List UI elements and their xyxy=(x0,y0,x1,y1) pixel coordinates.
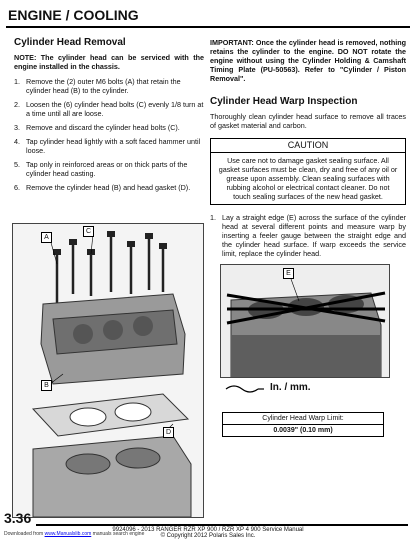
step-text: Tap only in reinforced areas or on thick parts of the cylinder head casting. xyxy=(26,160,188,178)
section-heading-warp-inspection: Cylinder Head Warp Inspection xyxy=(210,96,358,107)
measurement-unit: In. / mm. xyxy=(270,382,311,393)
caution-title: CAUTION xyxy=(211,139,405,153)
cylinder-head-illustration xyxy=(13,224,203,517)
footer-rule xyxy=(36,524,408,526)
callout-label-b: B xyxy=(41,380,52,391)
step-item xyxy=(14,77,204,95)
step-number: 2. xyxy=(14,100,20,109)
step-text: Tap cylinder head lightly with a soft faced hammer until loose. xyxy=(26,137,201,155)
warp-limit-value: 0.0039" (0.10 mm) xyxy=(273,427,333,434)
left-column xyxy=(14,38,204,197)
step-number: 1. xyxy=(210,213,216,222)
page-header xyxy=(6,2,410,28)
removal-steps xyxy=(14,77,204,192)
step-number: 1. xyxy=(14,77,20,86)
section-heading-cylinder-head-removal: Cylinder Head Removal xyxy=(14,37,126,48)
step-number: 5. xyxy=(14,160,20,169)
warp-limit-label: Cylinder Head Warp Limit: xyxy=(223,413,383,425)
step-item xyxy=(14,183,204,192)
right-column xyxy=(210,38,406,258)
page-number: 3.36 xyxy=(4,510,32,526)
step-number: 6. xyxy=(14,183,20,192)
step-text: Remove the (2) outer M6 bolts (A) that retain the cylinder head (B) to the cylinder. xyxy=(26,77,181,95)
step-text: Remove and discard the cylinder head bolts (C). xyxy=(26,123,180,132)
page-title: ENGINE / COOLING xyxy=(8,7,139,23)
intro-paragraph: Thoroughly clean cylinder head surface to remove all traces of gasket material and carbon. xyxy=(210,112,406,130)
callout-label-c: C xyxy=(83,226,94,237)
callout-label-a: A xyxy=(41,232,52,243)
warp-inspection-illustration xyxy=(221,265,389,377)
footer-copyright: © Copyright 2012 Polaris Sales Inc. xyxy=(160,533,256,539)
footer-manual-title: 9924096 - 2013 RANGER RZR XP 900 / RZR XP 4 900 Service Manual xyxy=(112,527,304,533)
important-notice: IMPORTANT: Once the cylinder head is removed, nothing retains the cylinder to the engine. DO NOT rotate the engine without using the Cylinder Holding & Camshaft Timing Plate (PU-50563). Refer to "Cylinder / Piston Removal". xyxy=(210,38,406,83)
callout-label-e: E xyxy=(283,268,294,279)
step-number: 3. xyxy=(14,123,20,132)
warp-limit-box xyxy=(222,412,384,437)
step-item xyxy=(14,123,204,132)
feeler-gauge-icon xyxy=(224,382,264,396)
warp-step xyxy=(210,213,406,258)
download-prefix: Downloaded from xyxy=(4,531,44,537)
step-text: Remove the cylinder head (B) and head gasket (D). xyxy=(26,183,191,192)
cylinder-head-exploded-figure xyxy=(12,223,204,518)
step-item xyxy=(14,137,204,155)
step-text: Lay a straight edge (E) across the surface of the cylinder head at several different points and measure warp by inserting a feeler gauge between the straight edge and the cylinder head surface. If warp exceeds the service limit, replace the cylinder head. xyxy=(222,213,406,258)
download-link[interactable]: www.Manualslib.com xyxy=(44,531,92,537)
callout-label-d: D xyxy=(163,427,174,438)
download-suffix: manuals search engine xyxy=(92,531,145,537)
step-item xyxy=(14,160,204,178)
step-number: 4. xyxy=(14,137,20,146)
warp-inspection-figure xyxy=(220,264,390,378)
step-text: Loosen the (6) cylinder head bolts (C) evenly 1/8 turn at a time until all are loose. xyxy=(26,100,204,118)
step-item xyxy=(14,100,204,118)
note-text: NOTE: The cylinder head can be serviced with the engine installed in the chassis. xyxy=(14,53,204,71)
download-notice xyxy=(4,531,144,537)
caution-box xyxy=(210,138,406,205)
caution-body: Use care not to damage gasket sealing surface. All gasket surfaces must be clean, dry and free of any oil or grease upon assembly. Clean sealing surfaces with rubbing alcohol or electrical contact cleaner. Do not touch sealing surfaces of the new head gasket. xyxy=(218,156,398,201)
